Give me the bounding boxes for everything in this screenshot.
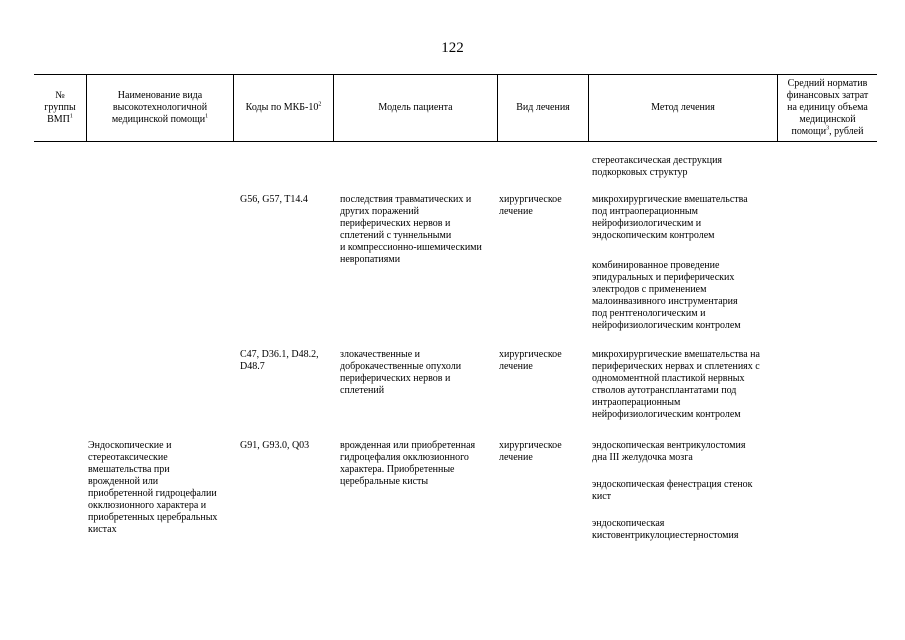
icd-code-cell: C47, D36.1, D48.2, D48.7 xyxy=(240,349,319,372)
treatment-type-cell: хирургическое лечение xyxy=(499,194,562,217)
method-cell: микрохирургические вмешательства под интраоперационным нейрофизиологическим и эндоскопическим контролем xyxy=(592,194,748,241)
care-type-cell: Эндоскопические и стереотаксические вмешательства при врожденной или приобретенной гидроцефалии окклюзионного характера и приобретенных церебральных кистах xyxy=(88,440,218,535)
patient-model-cell: последствия травматических и других поражений периферических нервов и сплетений с туннельными и компрессионно-ишемическими невропатиями xyxy=(340,194,482,265)
header-patient-model: Модель пациента xyxy=(378,102,453,113)
header-treatment-method: Метод лечения xyxy=(651,102,715,113)
method-cell: эндоскопическая фенестрация стенок кист xyxy=(592,479,753,502)
method-cell: стереотаксическая деструкция подкорковых структур xyxy=(592,155,723,178)
page-number: 122 xyxy=(441,40,464,56)
method-cell: эндоскопическая вентрикулостомия дна III желудочка мозга xyxy=(592,440,746,463)
header-icd-codes: Коды по МКБ-$10^2$ xyxy=(245,101,322,113)
method-cell: эндоскопическая кистовентрикулоциестерностомия xyxy=(592,518,739,541)
treatment-type-cell: хирургическое лечение xyxy=(499,349,562,372)
header-care-type: Наименование вида высокотехнологичной медицинской помощи$^1$ xyxy=(111,90,209,125)
icd-code-cell: G56, G57, T14.4 xyxy=(240,194,308,205)
method-cell: микрохирургические вмешательства на периферических нервах и сплетениях с одномоментной пластикой нервных стволов аутотрансплантатами под интраоперационным нейрофизиологическим контролем xyxy=(592,349,760,420)
header-group-number: № группы ВМП$^1$ xyxy=(44,90,76,125)
method-cell: комбинированное проведение эпидуральных и периферических электродов с применением малоинвазивного инструментария под рентгенологическим и нейрофизиологическим контролем xyxy=(592,260,741,331)
header-treatment-type: Вид лечения xyxy=(516,102,570,113)
patient-model-cell: злокачественные и доброкачественные опухоли периферических нервов и сплетений xyxy=(340,349,462,396)
patient-model-cell: врожденная или приобретенная гидроцефалия окклюзионного характера. Приобретенные церебральные кисты xyxy=(340,440,476,487)
icd-code-cell: G91, G93.0, Q03 xyxy=(240,440,310,451)
header-cost-standard: Средний норматив финансовых затрат на единицу объема медицинской помощи$^3$, рублей xyxy=(786,78,869,137)
treatment-type-cell: хирургическое лечение xyxy=(499,440,562,463)
